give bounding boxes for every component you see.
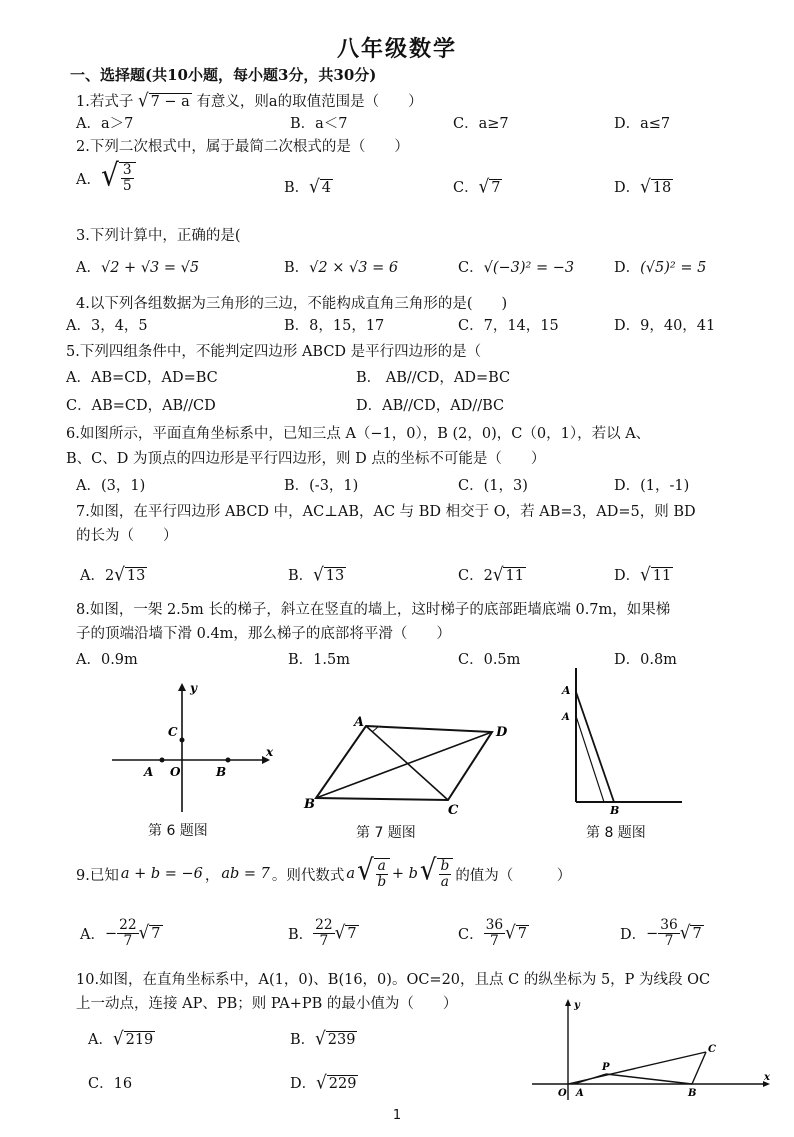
fig10-point-p-label: P <box>602 1062 610 1073</box>
q9-text-post: 的值为（ ） <box>455 867 572 884</box>
q9-a-sign: − <box>104 925 118 942</box>
q7-option-d: D． √ 11 <box>614 563 672 585</box>
q4-option-d: D．9，40，41 <box>614 318 716 334</box>
q10-b-label: B． <box>290 1032 316 1048</box>
q9-comma: ， <box>204 867 220 884</box>
q10-d-label: D． <box>290 1076 317 1092</box>
fig6-x-label: x <box>266 745 274 759</box>
q2-a-radical: √ $\frac{3}{5}$ <box>101 162 136 194</box>
question-8-line-1: 8.如图，一架 2.5m 长的梯子，斜立在竖直的墙上，这时梯子的底部距墙底端 0.7m，如果梯 <box>76 602 671 618</box>
q3-b-expr: √2 × √3 = 6 <box>309 260 399 276</box>
q9-a-num: 22 <box>119 917 137 933</box>
q1-radicand: 7 − a <box>150 94 190 110</box>
q2-a-num: 3 <box>122 162 132 178</box>
fig10-point-a-label: A <box>576 1088 584 1099</box>
figure-6 <box>108 678 278 818</box>
q2-b-label: B． <box>284 180 310 196</box>
q7-b-label: B． <box>288 568 314 584</box>
q3-option-a <box>76 256 199 277</box>
q3-b-label: B． <box>284 260 310 276</box>
fig10-point-b-label: B <box>688 1088 697 1099</box>
q9-condition-2: ab = 7 <box>221 866 270 883</box>
question-3: 3.下列计算中，正确的是( <box>76 228 241 244</box>
fig8-point-a2-label: A <box>562 712 570 723</box>
q5-option-a: A．AB=CD，AD=BC <box>66 370 218 386</box>
figure-7-caption: 第 7 题图 <box>356 825 416 841</box>
figure-7 <box>298 708 518 820</box>
q3-d-label: D． <box>614 260 641 276</box>
q9-text-mid: 。则代数式 <box>271 867 345 884</box>
q2-option-a <box>76 157 136 195</box>
q1-option-c: C．a≥7 <box>453 116 509 132</box>
question-2: 2.下列二次根式中，属于最简二次根式的是（ ） <box>76 139 409 155</box>
fig6-point-c-label: C <box>168 725 178 739</box>
figure-10 <box>528 996 774 1104</box>
page-number: 1 <box>392 1108 402 1123</box>
fig8-point-a-label: A <box>562 684 571 697</box>
question-6-line-1: 6.如图所示，平面直角坐标系中，已知三点 A（−1，0），B (2，0)，C（0，1），若以 A、 <box>66 426 651 442</box>
q9-b-den: 7 <box>319 933 329 950</box>
q9-d-sign: − <box>646 925 659 942</box>
q7-option-c: C．2 √ 11 <box>458 563 524 585</box>
q1-text-post: 有意义，则a的取值范围是（ ） <box>196 94 423 110</box>
q9-condition-1: a + b = −6 <box>120 866 203 883</box>
fig7-point-b-label: B <box>304 797 315 812</box>
q9-d-label: D． <box>620 927 647 944</box>
q8-option-c: C．0.5m <box>458 652 521 668</box>
figure-6-caption: 第 6 题图 <box>148 823 208 839</box>
section-heading: 一、选择题(共10小题，每小题3分，共30分) <box>70 66 377 84</box>
q9-c-den: 7 <box>489 933 499 950</box>
q9-d-num: 36 <box>660 917 678 933</box>
q7-b-radicand: 13 <box>325 568 345 584</box>
q7-a-coef: 2 <box>104 568 115 584</box>
fig7-point-a-label: A <box>354 715 365 730</box>
q2-option-b: B． √ 4 <box>284 175 332 197</box>
q7-d-label: D． <box>614 568 641 584</box>
q2-d-radicand: 18 <box>652 180 672 196</box>
q7-a-radicand: 13 <box>126 568 146 584</box>
q2-option-c: C． √ 7 <box>453 175 501 197</box>
fig10-origin-label: O <box>558 1088 567 1099</box>
q10-option-a: A． √ 219 <box>88 1027 154 1049</box>
q6-option-a: A．(3，1) <box>76 478 146 494</box>
q9-b-radicand: 7 <box>347 925 357 942</box>
question-1 <box>76 90 423 111</box>
q10-option-c: C．16 <box>88 1076 133 1092</box>
q9-option-b: B． $\frac{22}{7}$ √ 7 <box>288 917 357 950</box>
q3-option-d <box>614 256 706 277</box>
q3-a-label: A． <box>76 260 101 276</box>
q5-option-b: B． AB//CD，AD=BC <box>356 370 511 386</box>
q9-c-label: C． <box>458 927 484 944</box>
q7-d-radicand: 11 <box>652 568 672 584</box>
q3-a-expr: √2 + √3 = √5 <box>100 260 200 276</box>
q8-option-a: A．0.9m <box>76 652 138 668</box>
figure-8 <box>556 666 686 816</box>
q9-d-radicand: 7 <box>692 925 702 942</box>
q9-c-radicand: 7 <box>517 925 527 942</box>
q4-option-c: C．7，14，15 <box>458 318 559 334</box>
q6-option-b: B．(-3，1) <box>284 478 359 494</box>
question-10-line-1: 10.如图，在直角坐标系中，A(1，0)、B(16，0)。OC=20，且点 C 的纵坐标为 5，P 为线段 OC <box>76 972 711 988</box>
fig7-point-d-label: D <box>496 725 508 740</box>
question-7-line-2: 的长为（ ） <box>76 528 178 544</box>
q7-c-coef: 2 <box>483 568 493 584</box>
q3-c-label: C． <box>458 260 484 276</box>
q2-c-label: C． <box>453 180 479 196</box>
q5-option-d: D．AB//CD，AD//BC <box>356 398 505 414</box>
q1-radical: √ 7 − a <box>137 89 190 111</box>
q4-option-b: B．8，15，17 <box>284 318 385 334</box>
fig6-origin-label: O <box>170 765 181 779</box>
q3-d-expr: (√5)² = 5 <box>640 260 707 276</box>
q10-a-label: A． <box>88 1032 113 1048</box>
figure-8-caption: 第 8 题图 <box>586 825 646 841</box>
fig7-point-c-label: C <box>448 803 459 818</box>
question-4: 4.以下列各组数据为三角形的三边，不能构成直角三角形的是( ) <box>76 296 508 312</box>
q10-d-radicand: 229 <box>328 1076 357 1092</box>
fig6-point-a-label: A <box>144 765 154 779</box>
fig10-x-label: x <box>764 1072 770 1083</box>
page-title: 八年级数学 <box>336 36 457 62</box>
q7-option-b: B． √ 13 <box>288 563 345 585</box>
q2-option-d: D． √ 18 <box>614 175 672 197</box>
q4-option-a: A．3，4，5 <box>66 318 148 334</box>
q3-option-b <box>284 256 398 277</box>
q2-c-radicand: 7 <box>491 180 501 196</box>
q1-option-d: D．a≤7 <box>614 116 671 132</box>
q9-a-label: A． <box>80 927 105 944</box>
q10-a-radicand: 219 <box>125 1032 154 1048</box>
q10-b-radicand: 239 <box>327 1032 356 1048</box>
q7-c-label: C． <box>458 568 484 584</box>
q2-a-den: 5 <box>122 178 132 195</box>
question-7-line-1: 7.如图，在平行四边形 ABCD 中，AC⊥AB，AC 与 BD 相交于 O，若 AB=3，AD=5，则 BD <box>76 504 696 520</box>
q10-option-d: D． √ 229 <box>290 1071 357 1093</box>
question-5: 5.下列四组条件中，不能判定四边形 ABCD 是平行四边形的是（ <box>66 344 482 360</box>
q9-b-label: B． <box>288 927 314 944</box>
fig10-point-c-label: C <box>708 1044 716 1055</box>
q2-d-label: D． <box>614 180 641 196</box>
q9-option-c: C． $\frac{36}{7}$ √ 7 <box>458 917 527 950</box>
q1-option-a: A．a＞7 <box>76 116 134 132</box>
q2-a-label: A． <box>76 171 101 188</box>
q3-c-expr: √(−3)² = −3 <box>483 260 575 276</box>
fig6-point-b-label: B <box>216 765 227 779</box>
fig10-y-label: y <box>574 1000 580 1011</box>
q9-a-radicand: 7 <box>151 925 161 942</box>
q8-option-b: B．1.5m <box>288 652 350 668</box>
question-10-line-2: 上一动点，连接 AP、PB；则 PA+PB 的最小值为（ ） <box>76 996 458 1012</box>
q2-b-radicand: 4 <box>321 180 332 196</box>
q5-option-c: C．AB=CD，AB//CD <box>66 398 216 414</box>
q1-text-pre: 1.若式子 <box>76 94 134 110</box>
q9-option-a: A． − $\frac{22}{7}$ √ 7 <box>80 917 161 950</box>
q3-option-c <box>458 256 574 277</box>
q9-a-den: 7 <box>123 933 133 950</box>
q9-text-pre: 9.已知 <box>76 867 119 884</box>
q9-b-num: 22 <box>315 917 333 933</box>
fig8-point-b-label: B <box>610 804 620 816</box>
q9-option-d: D． − $\frac{36}{7}$ √ 7 <box>620 917 702 950</box>
question-8-line-2: 子的顶端沿墙下滑 0.4m，那么梯子的底部将平滑（ ） <box>76 626 451 642</box>
q8-option-d: D．0.8m <box>614 652 677 668</box>
q6-option-d: D．(1，-1) <box>614 478 690 494</box>
q7-a-label: A． <box>80 568 105 584</box>
fig6-y-label: y <box>190 681 197 695</box>
q9-d-den: 7 <box>664 933 674 950</box>
q7-c-radicand: 11 <box>505 568 524 584</box>
q10-option-b: B． √ 239 <box>290 1027 356 1049</box>
q7-option-a: A．2 √ 13 <box>80 563 146 585</box>
q9-c-num: 36 <box>485 917 504 933</box>
q6-option-c: C．(1，3) <box>458 478 528 494</box>
q1-option-b: B．a＜7 <box>290 116 348 132</box>
question-9: 9.已知 a + b = −6 ， ab = 7 。则代数式 a √ $\frac{a}{b}$ + b √ $\frac{b}{a}$ 的值为（ ） <box>76 854 572 891</box>
question-6-line-2: B、C、D 为顶点的四边形是平行四边形，则 D 点的坐标不可能是（ ） <box>66 451 546 467</box>
